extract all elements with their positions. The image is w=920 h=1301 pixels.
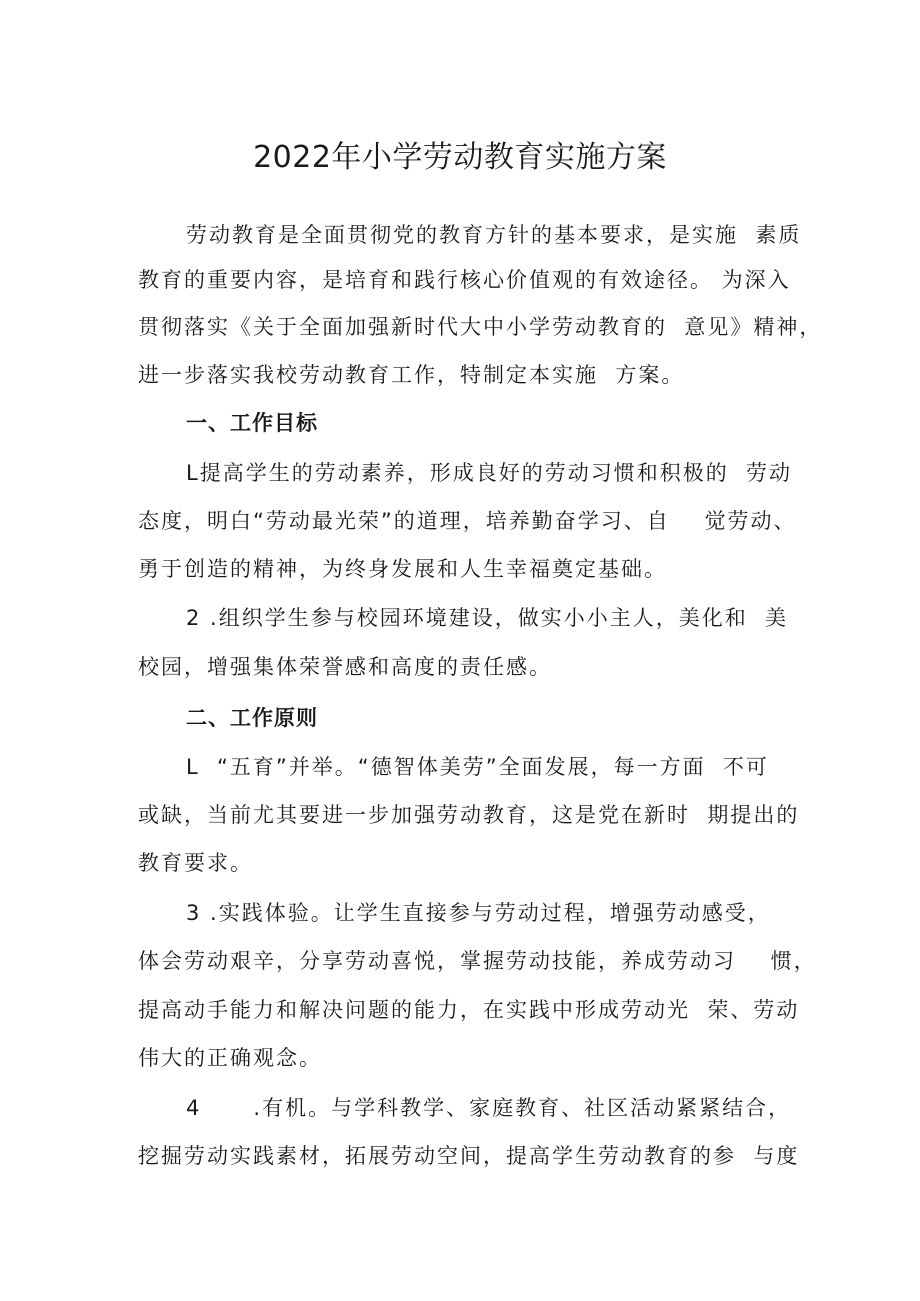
paragraph-line: 4 .有机。与学科教学、家庭教育、社区活动紧紧结合， — [186, 1096, 792, 1120]
paragraph-line: 3 .实践体验。让学生直接参与劳动过程，增强劳动感受， — [186, 901, 771, 925]
paragraph-line: L “五育”并举。“德智体美劳”全面发展，每一方面 不可 — [186, 755, 769, 779]
paragraph-line: 教育要求。 — [138, 851, 253, 875]
paragraph-line: 校园，增强集体荣誉感和高度的责任感。 — [138, 655, 552, 679]
section-heading-principles: 二、工作原则 — [186, 706, 318, 730]
section-heading-goals: 一、工作目标 — [186, 411, 318, 435]
paragraph-line: 态度，明白“劳动最光荣”的道理，培养勤奋学习、自 觉劳动、 — [138, 509, 797, 533]
paragraph-line: 挖掘劳动实践素材，拓展劳动空间，提高学生劳动教育的参 与度 — [138, 1144, 800, 1168]
paragraph-line: 进一步落实我校劳动教育工作，特制定本实施 方案。 — [138, 363, 685, 387]
paragraph-line: 勇于创造的精神，为终身发展和人生幸福奠定基础。 — [138, 557, 667, 581]
paragraph-line: 2 .组织学生参与校园环境建设，做实小小主人，美化和 美 — [186, 606, 789, 630]
paragraph-line: 劳动教育是全面贯彻党的教育方针的基本要求，是实施 素质 — [186, 223, 802, 247]
paragraph-line: L提高学生的劳动素养，形成良好的劳动习惯和积极的 劳动 — [186, 461, 793, 485]
paragraph-line: 提高动手能力和解决问题的能力，在实践中形成劳动光 荣、劳动 — [138, 998, 800, 1022]
paragraph-line: 伟大的正确观念。 — [138, 1046, 322, 1070]
document-title: 2022年小学劳动教育实施方案 — [253, 140, 667, 175]
paragraph-line: 教育的重要内容，是培育和践行核心价值观的有效途径。 为深入 — [138, 268, 791, 292]
paragraph-line: 体会劳动艰辛，分享劳动喜悦，掌握劳动技能，养成劳动习 惯， — [138, 949, 817, 973]
paragraph-line: 贯彻落实《关于全面加强新时代大中小学劳动教育的 意见》精神， — [138, 315, 823, 339]
paragraph-line: 或缺，当前尤其要进一步加强劳动教育，这是党在新时 期提出的 — [138, 803, 800, 827]
